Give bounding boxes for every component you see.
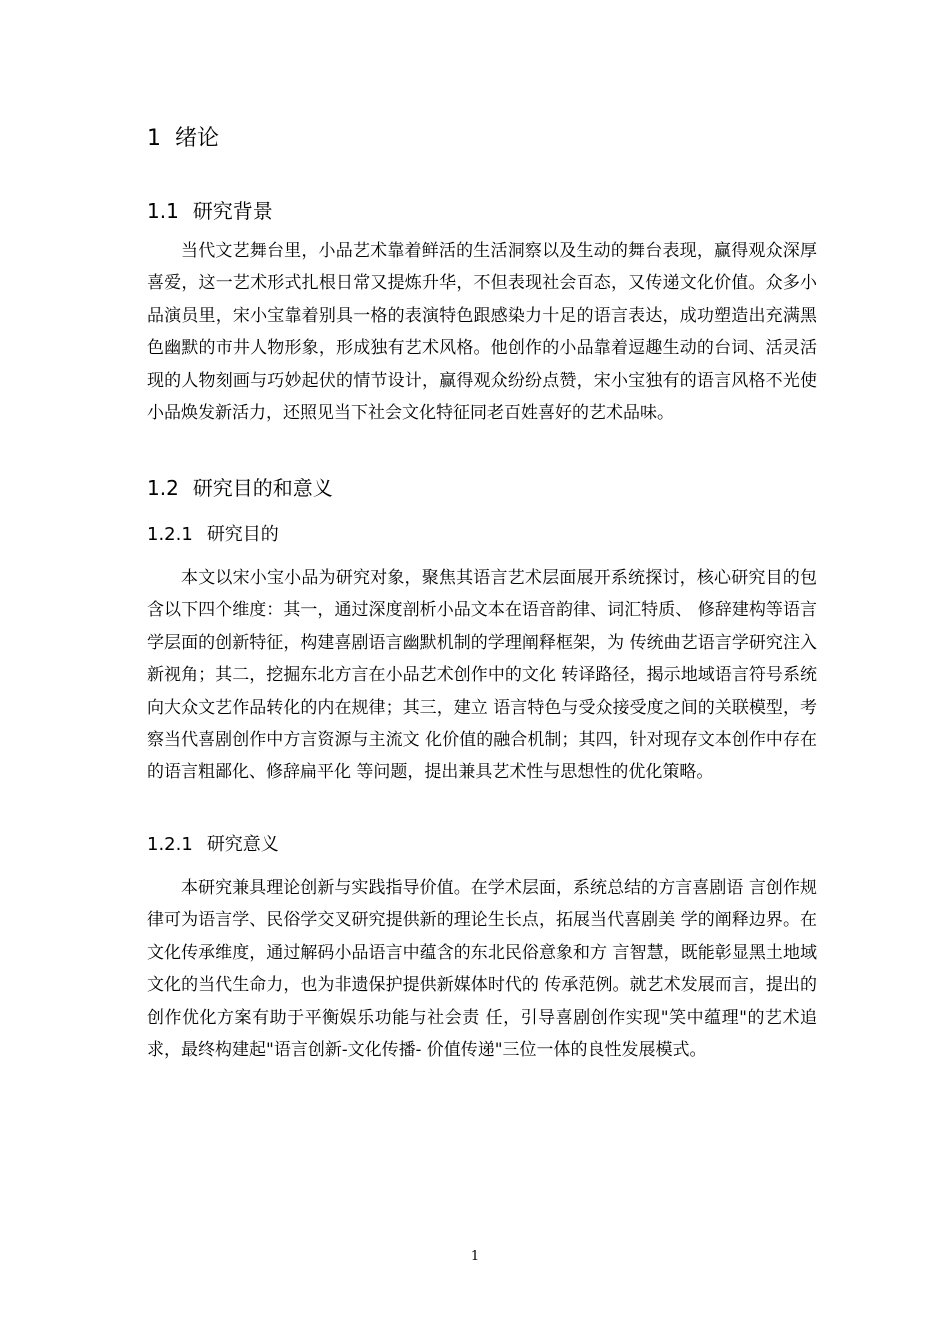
chapter-heading: [147, 122, 219, 156]
section-number: 1.1: [147, 199, 179, 223]
section-title: 研究目的和意义: [192, 476, 333, 500]
subsection-heading-research-significance: [147, 830, 279, 860]
subsection-heading-research-purpose: [147, 520, 279, 550]
section-title: 研究背景: [192, 199, 273, 223]
subsection-number: 1.2.1: [147, 834, 193, 855]
subsection-title: 研究目的: [206, 524, 279, 545]
paragraph-research-significance: 本研究兼具理论创新与实践指导价值。在学术层面，系统总结的方言喜剧语 言创作规律可为语言学、民俗学交叉研究提供新的理论生长点，拓展当代喜剧美 学的阐释边界。在文化传承维度，通过解码小品语言中蕴含的东北民俗意象和方 言智慧，既能彰显黑土地域文化的当代生命力，也为非遗保护提供新媒体时代的 传承范例。就艺术发展而言，提出的创作优化方案有助于平衡娱乐功能与社会责 任，引导喜剧创作实现"笑中蕴理"的艺术追求，最终构建起"语言创新-文化传播- 价值传递"三位一体的良性发展模式。: [147, 878, 817, 1061]
page-number: 1: [470, 1249, 480, 1264]
section-heading-1-1: [147, 195, 273, 227]
section-heading-1-2: [147, 472, 333, 504]
subsection-title: 研究意义: [206, 834, 279, 855]
paragraph-research-background: 当代文艺舞台里，小品艺术靠着鲜活的生活洞察以及生动的舞台表现，赢得观众深厚喜爱，这一艺术形式扎根日常又提炼升华，不但表现社会百态，又传递文化价值。众多小品演员里，宋小宝靠着别具一格的表演特色跟感染力十足的语言表达，成功塑造出充满黑色幽默的市井人物形象，形成独有艺术风格。他创作的小品靠着逗趣生动的台词、活灵活现的人物刻画与巧妙起伏的情节设计，赢得观众纷纷点赞，宋小宝独有的语言风格不光使小品焕发新活力，还照见当下社会文化特征同老百姓喜好的艺术品味。: [147, 241, 817, 424]
subsection-number: 1.2.1: [147, 524, 193, 545]
chapter-title: 绪论: [175, 126, 220, 151]
paragraph-research-purpose: 本文以宋小宝小品为研究对象，聚焦其语言艺术层面展开系统探讨，核心研究目的包含以下四个维度：其一，通过深度剖析小品文本在语音韵律、词汇特质、 修辞建构等语言学层面的创新特征，构建喜剧语言幽默机制的学理阐释框架，为 传统曲艺语言学研究注入新视角；其二，挖掘东北方言在小品艺术创作中的文化 转译路径，揭示地域语言符号系统向大众文艺作品转化的内在规律；其三，建立 语言特色与受众接受度之间的关联模型，考察当代喜剧创作中方言资源与主流文 化价值的融合机制；其四，针对现存文本创作中存在的语言粗鄙化、修辞扁平化 等问题，提出兼具艺术性与思想性的优化策略。: [147, 568, 817, 783]
section-number: 1.2: [147, 476, 179, 500]
chapter-number: 1: [147, 126, 161, 151]
